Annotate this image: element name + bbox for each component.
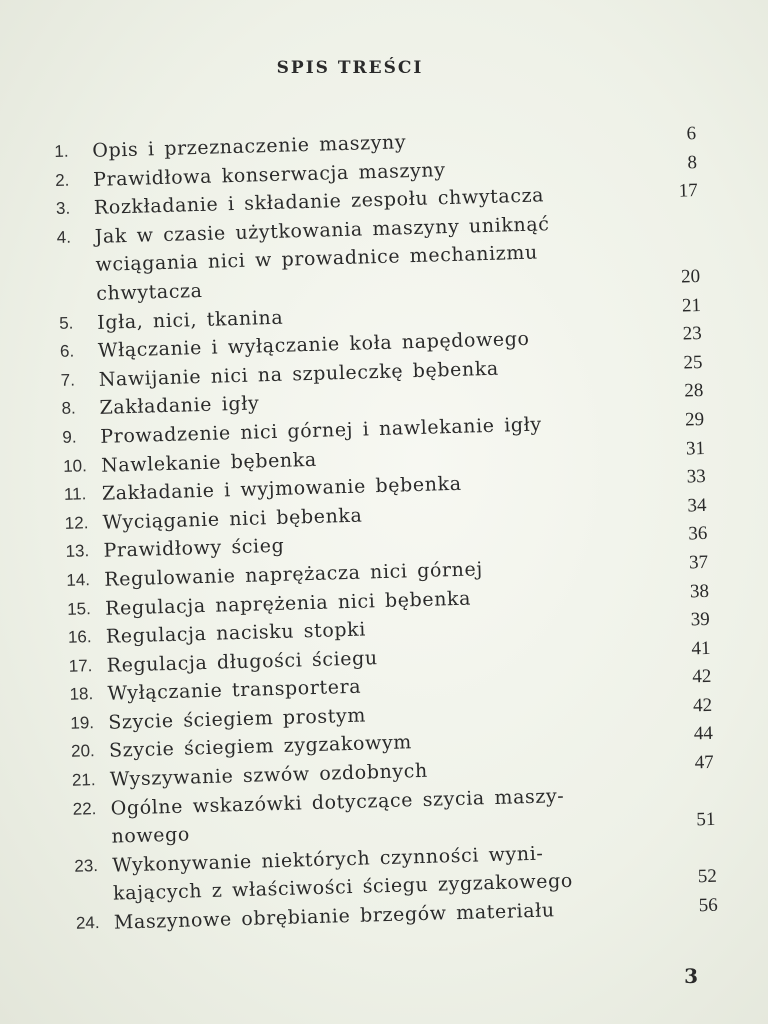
- toc-entry-page: 23: [682, 323, 703, 345]
- toc-entry-number: 11.: [63, 484, 87, 504]
- toc-entry-title: Zakładanie igły: [99, 392, 260, 420]
- toc-entry-page: 56: [698, 894, 718, 917]
- toc-entry-title: chwytacza: [96, 279, 203, 305]
- toc-entry-number: 9.: [62, 427, 77, 447]
- toc-entry-number: 15.: [66, 598, 92, 619]
- toc-entry-number: 20.: [70, 741, 96, 762]
- toc-entry-page: 51: [696, 809, 716, 831]
- toc-entry-title: Szycie ściegiem zygzakowym: [108, 731, 413, 763]
- toc-entry-number: 10.: [62, 455, 88, 476]
- toc-entry-number: 6.: [59, 341, 75, 362]
- toc-entry-page: 38: [689, 580, 710, 602]
- toc-entry-title: Regulowanie naprężacza nici górnej: [104, 558, 484, 591]
- toc-entry-number: 4.: [56, 227, 72, 247]
- toc-entry-page: 28: [684, 380, 704, 402]
- toc-entry-title: Wyszywanie szwów ozdobnych: [109, 759, 429, 791]
- toc-entry-page: 17: [678, 180, 699, 202]
- toc-entry-title: Prawidłowa konserwacja maszyny: [92, 158, 446, 191]
- toc-entry-page: 39: [690, 608, 710, 631]
- toc-entry-number: 14.: [66, 570, 91, 590]
- toc-entry-title: kających z właściwości ściegu zygzakowego: [112, 870, 574, 906]
- toc-entry-title: Jak w czasie użytkowania maszyny uniknąć: [94, 212, 550, 248]
- page-title: SPIS TREŚCI: [276, 58, 424, 78]
- toc-entry-number: 21.: [71, 770, 96, 790]
- toc-entry-number: 3.: [55, 198, 71, 219]
- toc-entry-number: 18.: [69, 684, 94, 705]
- toc-entry-number: 13.: [65, 541, 90, 562]
- toc-entry-number: 2.: [54, 170, 70, 190]
- toc-entry-title: Maszynowe obrębianie brzegów materiału: [113, 899, 555, 934]
- toc-entry-page: 52: [697, 866, 718, 888]
- toc-entry-page: 41: [691, 637, 711, 660]
- toc-entry-number: 23.: [74, 855, 99, 876]
- toc-entry-title: Prowadzenie nici górnej i nawlekanie igły: [100, 413, 543, 448]
- toc-entry-title: Nawijanie nici na szpuleczkę bębenka: [98, 357, 500, 391]
- toc-entry-number: 17.: [68, 655, 93, 676]
- toc-entry-title: nowego: [111, 823, 191, 848]
- toc-entry-page: 37: [688, 551, 709, 574]
- toc-entry-title: Włączanie i wyłączanie koła napędowego: [97, 327, 530, 363]
- toc-entry-page: 36: [688, 523, 708, 545]
- toc-entry-title: Rozkładanie i składanie zespołu chwytacza: [93, 184, 545, 220]
- toc-entry-page: 34: [687, 494, 707, 517]
- toc-entry-page: 47: [694, 751, 714, 774]
- toc-entry-title: Ogólne wskazówki dotyczące szycia maszy-: [110, 784, 565, 820]
- toc-entry-title: Regulacja nacisku stopki: [105, 618, 367, 648]
- toc-entry-page: 42: [692, 694, 713, 717]
- toc-entry-title: Wykonywanie niektórych czynności wyni-: [112, 842, 544, 877]
- toc-entry-title: Regulacja naprężenia nici bębenka: [104, 587, 472, 620]
- toc-entry-title: wciągania nici w prowadnice mechanizmu: [95, 241, 539, 277]
- page-number: 3: [684, 964, 698, 988]
- toc-entry-page: 25: [683, 351, 703, 374]
- toc-entry-page: 44: [693, 723, 714, 745]
- table-of-contents: [54, 120, 726, 938]
- toc-entry-title: Regulacja długości ściegu: [106, 646, 378, 677]
- toc-entry-page: 29: [684, 408, 705, 431]
- toc-entry-page: 20: [680, 265, 701, 288]
- toc-entry-page: 6: [686, 123, 697, 145]
- toc-entry-title: Wyciąganie nici bębenka: [102, 504, 363, 534]
- toc-entry-title: Zakładanie i wyjmowanie bębenka: [101, 472, 462, 505]
- toc-entry-title: Szycie ściegiem prostym: [108, 704, 367, 734]
- toc-entry-number: 8.: [61, 398, 77, 419]
- toc-entry-title: Prawidłowy ścieg: [103, 535, 285, 563]
- toc-entry-number: 19.: [70, 712, 95, 733]
- toc-entry-title: Wyłączanie transportera: [107, 675, 362, 705]
- toc-entry-page: 31: [685, 437, 706, 460]
- toc-entry-page: 21: [681, 294, 702, 317]
- toc-entry-title: Opis i przeznaczenie maszyny: [92, 131, 407, 162]
- toc-entry-number: 5.: [58, 313, 74, 333]
- toc-entry-page: 42: [692, 666, 712, 688]
- toc-entry-number: 24.: [75, 913, 100, 933]
- toc-entry-number: 1.: [54, 141, 69, 161]
- toc-entry-title: Nawlekanie bębenka: [100, 448, 318, 477]
- toc-entry-number: 16.: [67, 627, 92, 647]
- toc-entry-title: Igła, nici, tkanina: [96, 306, 284, 334]
- toc-entry-number: 7.: [60, 370, 76, 390]
- toc-entry-number: 12.: [64, 512, 89, 533]
- toc-entry-page: 8: [687, 151, 698, 173]
- toc-entry-page: 33: [686, 466, 707, 488]
- toc-entry-number: 22.: [72, 798, 97, 819]
